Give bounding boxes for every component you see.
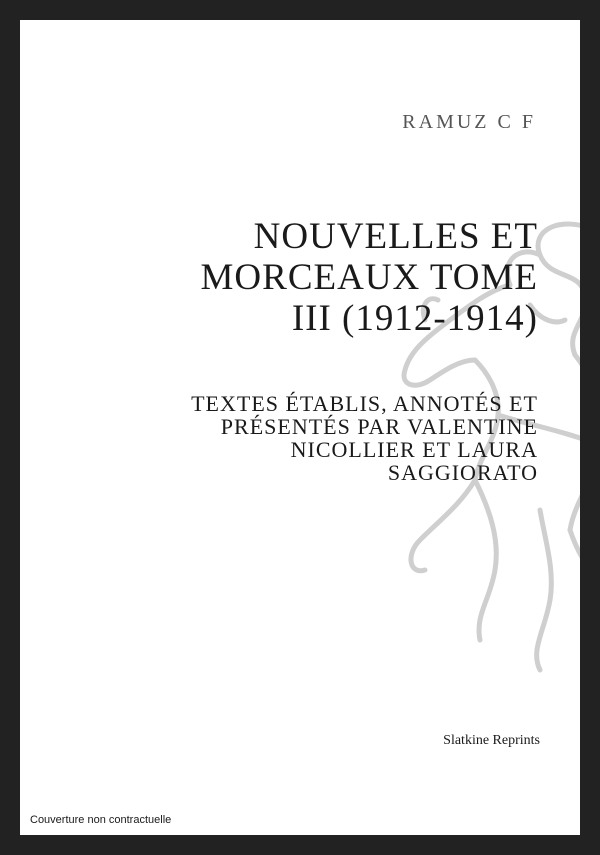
publisher-name: Slatkine Reprints — [443, 733, 540, 748]
cover-disclaimer: Couverture non contractuelle — [30, 814, 172, 826]
book-cover — [20, 20, 580, 835]
author-name: RAMUZ C F — [402, 111, 536, 133]
book-title: NOUVELLES ET MORCEAUX TOME III (1912-1914) — [200, 216, 538, 339]
book-subtitle: TEXTES ÉTABLIS, ANNOTÉS ET PRÉSENTÉS PAR VALENTINE NICOLLIER ET LAURA SAGGIORATO — [191, 391, 538, 485]
